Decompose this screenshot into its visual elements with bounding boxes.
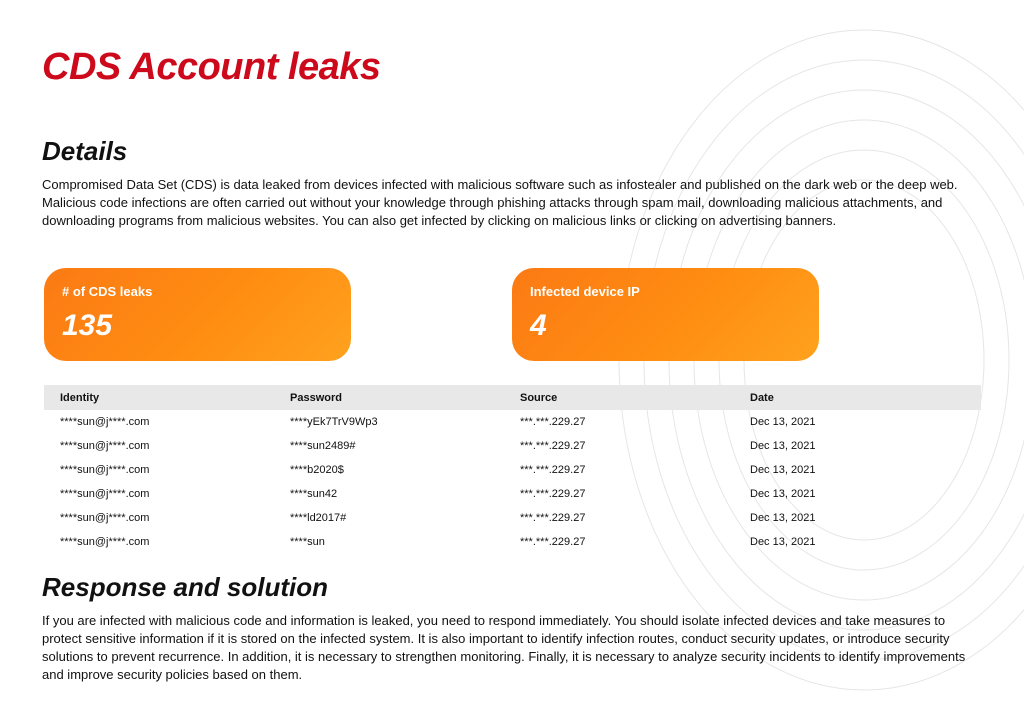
- infected-ip-label: Infected device IP: [530, 284, 640, 299]
- table-row: [44, 506, 981, 530]
- table-row: [44, 410, 981, 434]
- cell-date: Dec 13, 2021: [750, 416, 816, 428]
- cell-source: ***.***.229.27: [520, 488, 586, 500]
- cds-leaks-value: 135: [62, 309, 113, 342]
- cell-identity: ****sun@j****.com: [60, 536, 150, 548]
- cell-identity: ****sun@j****.com: [60, 440, 150, 452]
- cell-identity: ****sun@j****.com: [60, 512, 150, 524]
- infected-ip-value: 4: [530, 309, 547, 342]
- cell-source: ***.***.229.27: [520, 536, 586, 548]
- cell-password: ****b2020$: [290, 464, 344, 476]
- header-date: Date: [734, 385, 981, 410]
- cell-source: ***.***.229.27: [520, 440, 586, 452]
- cell-password: ****sun: [290, 536, 325, 548]
- cell-source: ***.***.229.27: [520, 512, 586, 524]
- cell-source: ***.***.229.27: [520, 416, 586, 428]
- details-heading: Details: [42, 136, 128, 166]
- cds-leaks-label: # of CDS leaks: [62, 284, 153, 299]
- cell-identity: ****sun@j****.com: [60, 416, 150, 428]
- cell-date: Dec 13, 2021: [750, 536, 816, 548]
- cell-identity: ****sun@j****.com: [60, 464, 150, 476]
- cds-leaks-card: [44, 268, 351, 361]
- header-source: Source: [504, 385, 734, 410]
- response-heading: Response and solution: [42, 572, 329, 602]
- cell-date: Dec 13, 2021: [750, 512, 816, 524]
- page-title: CDS Account leaks: [42, 46, 381, 88]
- response-paragraph: If you are infected with malicious code and information is leaked, you need to respond immediately. You should isolate infected devices and take measures to protect sensitive information if it is stored on the infected system. It is also important to identify infection routes, conduct security updates, or introduce security solutions to prevent recurrence. In addition, it is necessary to strengthen monitoring. Finally, it is necessary to analyze security incidents to identify improvements and improve security policies based on them.: [42, 613, 966, 682]
- details-paragraph: Compromised Data Set (CDS) is data leaked from devices infected with malicious software such as infostealer and published on the dark web or the deep web. Malicious code infections are often carried out without your knowledge through phishing attacks through spam mail, downloading malicious attachments, and downloading programs from malicious websites. You can also get infected by clicking on malicious links or clicking on advertising banners.: [42, 177, 958, 228]
- cell-identity: ****sun@j****.com: [60, 488, 150, 500]
- table-header-row: [44, 385, 981, 410]
- infected-ip-card: [512, 268, 819, 361]
- cell-date: Dec 13, 2021: [750, 440, 816, 452]
- cell-password: ****sun42: [290, 488, 338, 500]
- table-row: [44, 458, 981, 482]
- header-identity: Identity: [44, 385, 274, 410]
- cell-date: Dec 13, 2021: [750, 488, 816, 500]
- cell-password: ****ld2017#: [290, 512, 347, 524]
- header-password: Password: [274, 385, 504, 410]
- table-row: [44, 482, 981, 506]
- table-row: [44, 434, 981, 458]
- cell-password: ****yEk7TrV9Wp3: [290, 416, 378, 428]
- cell-password: ****sun2489#: [290, 440, 356, 452]
- cell-source: ***.***.229.27: [520, 464, 586, 476]
- cell-date: Dec 13, 2021: [750, 464, 816, 476]
- table-row: [44, 530, 981, 554]
- leaks-table: [44, 385, 981, 554]
